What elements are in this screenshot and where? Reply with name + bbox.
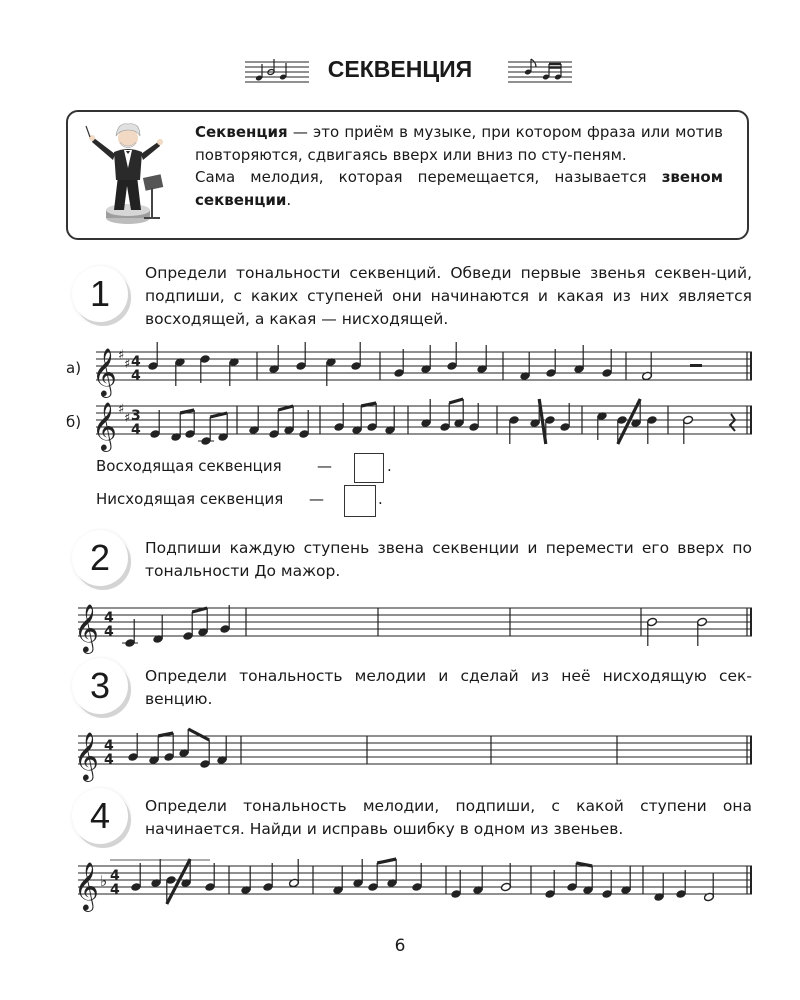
- time-bottom-a: 4: [131, 368, 141, 384]
- descending-answer-box[interactable]: [344, 485, 376, 517]
- ascending-label: Восходящая секвенция: [96, 457, 282, 475]
- title-decoration-right: [508, 58, 572, 90]
- treble-clef: 𝄞: [74, 731, 99, 780]
- key-sharp-c: ♯: [124, 357, 131, 372]
- time-top-d: 4: [104, 738, 114, 754]
- note-beam: [278, 406, 293, 410]
- key-sharp-c: ♯: [124, 411, 131, 426]
- key-sharp-f: ♯: [118, 348, 125, 363]
- treble-clef: 𝄞: [92, 347, 117, 396]
- treble-clef: 𝄞: [74, 603, 99, 652]
- time-top-e: 4: [110, 868, 120, 884]
- definition-line2-end: .: [286, 190, 292, 209]
- definition-text: [195, 121, 723, 211]
- quarter-rest: [730, 414, 735, 431]
- page-title: СЕКВЕНЦИЯ: [327, 56, 473, 82]
- time-top-a: 4: [131, 354, 141, 370]
- descending-dash: —: [309, 490, 324, 508]
- descending-period: .: [378, 490, 383, 508]
- staff-c: [0, 592, 800, 660]
- staff-label-a: а): [66, 359, 82, 377]
- note-beam: [449, 399, 463, 403]
- key-flat-b: ♭: [100, 872, 108, 890]
- treble-clef: 𝄞: [74, 861, 99, 910]
- staff-d-notes: [128, 729, 228, 769]
- definition-line1-rest: — это приём в музыке, при котором фраза или мотив повторяются, сдвигаясь вверх или вниз по сту-пеням.: [195, 123, 723, 164]
- staff-e: [0, 850, 800, 918]
- term-sequence: Секвенция: [195, 123, 288, 141]
- task-3-text: Определи тональность мелодии и сделай из неё нисходящую сек-венцию.: [145, 667, 752, 708]
- task-2-text: Подпиши каждую ступень звена секвенции и перемести его вверх по тональности До мажор.: [145, 539, 752, 580]
- term-sequence-link: звеном секвенции: [195, 168, 723, 209]
- ascending-dash: —: [317, 457, 332, 475]
- time-top-c: 4: [104, 610, 114, 626]
- time-bottom-e: 4: [110, 882, 120, 898]
- staff-b: [0, 390, 800, 458]
- task-1-number: 1: [72, 266, 128, 322]
- note-beam: [188, 729, 209, 740]
- note-beam: [192, 608, 207, 612]
- definition-line2-start: Сама мелодия, которая перемещается, называется: [195, 168, 662, 186]
- staff-label-b: б): [66, 413, 82, 431]
- note-beam: [210, 413, 227, 417]
- page-number: 6: [394, 936, 406, 956]
- staff-d-svg: [0, 720, 800, 784]
- time-bottom-c: 4: [104, 624, 114, 640]
- staff-c-notes: [122, 605, 707, 648]
- task-3-number: 3: [72, 658, 128, 714]
- staff-e-svg: [0, 850, 800, 914]
- ascending-answer-box[interactable]: [354, 453, 384, 483]
- staff-d: [0, 720, 800, 788]
- key-sharp-f: ♯: [118, 402, 125, 417]
- task-2-number: 2: [72, 530, 128, 586]
- task-4-text: Определи тональность мелодии, подпиши, с какой ступени она начинается. Найди и исправь ошибку в одном из звеньев.: [145, 797, 752, 838]
- time-bottom-b: 4: [131, 422, 141, 438]
- treble-clef: 𝄞: [92, 401, 117, 450]
- conductor-illustration: [84, 118, 172, 234]
- staff-c-svg: [0, 592, 800, 656]
- staff-b-svg: [0, 390, 800, 454]
- time-top-b: 3: [131, 408, 141, 424]
- task-1-text: Определи тональности секвенций. Обведи первые звенья секвен-ций, подпиши, с каких ступеней они начинаются и какая из них является восходящей, а какая — нисходящей.: [145, 264, 752, 328]
- task-4-number: 4: [72, 788, 128, 844]
- definition-paragraph-1: [195, 121, 723, 166]
- definition-paragraph-2: [195, 166, 723, 211]
- descending-label: Нисходящая секвенция: [96, 490, 284, 508]
- half-rest: [690, 364, 702, 367]
- note-beam: [377, 859, 396, 863]
- ascending-period: .: [387, 457, 392, 475]
- time-bottom-d: 4: [104, 752, 114, 768]
- staff-a-notes: [148, 342, 653, 386]
